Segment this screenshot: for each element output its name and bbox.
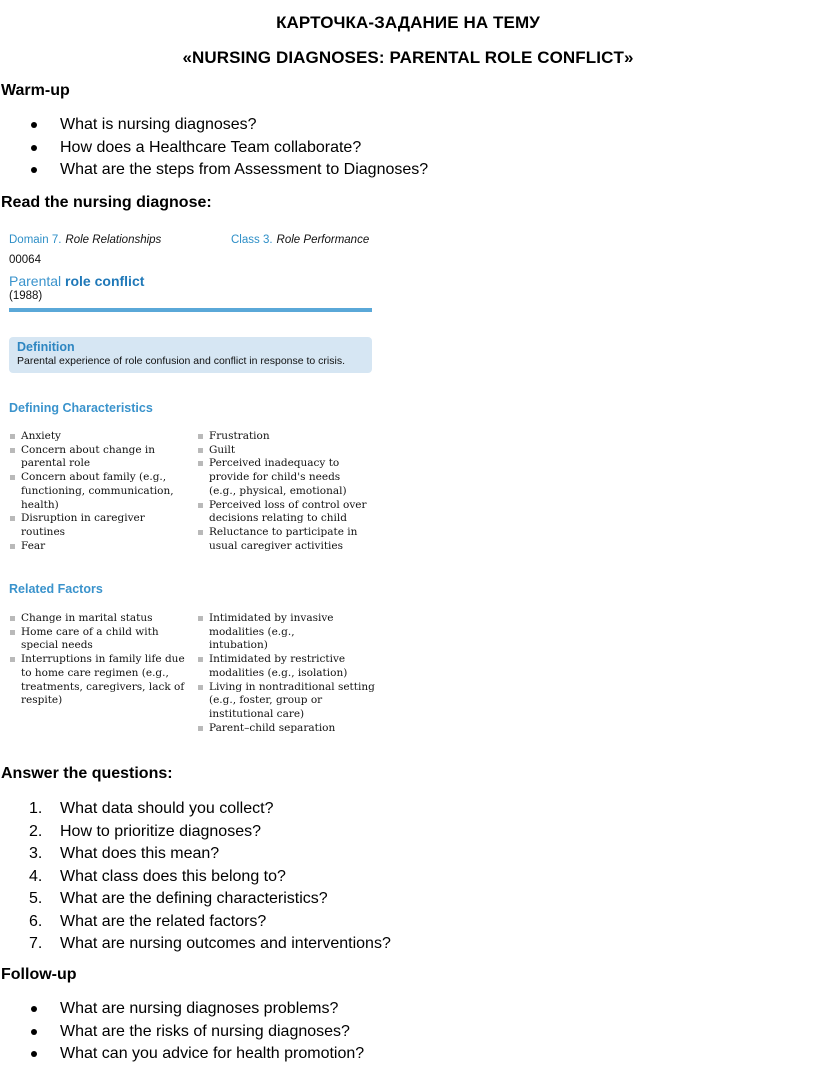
answer-list: [0, 798, 391, 956]
card-code: 00064: [9, 254, 41, 266]
list-item: How does a Healthcare Team collaborate?: [0, 137, 428, 160]
card-year: (1988): [9, 290, 43, 302]
bullet-icon: [31, 122, 37, 128]
bullet-icon: [31, 1006, 37, 1012]
list-item: What are nursing diagnoses problems?: [0, 998, 364, 1021]
square-bullet-icon: [198, 461, 203, 466]
followup-heading: Follow-up: [1, 966, 77, 983]
list-item: What is nursing diagnoses?: [0, 114, 428, 137]
answer-heading: Answer the questions:: [1, 765, 173, 782]
square-bullet-icon: [10, 657, 15, 662]
list-item: 4. What class does this belong to?: [29, 867, 286, 885]
followup-list: [0, 998, 364, 1066]
list-item: Guilt: [197, 444, 379, 458]
card-domain: Domain 7. Role Relationships: [9, 234, 162, 246]
list-item: Parent–child separation: [197, 722, 379, 736]
read-heading: Read the nursing diagnose:: [1, 194, 212, 211]
related-left-list: [9, 612, 193, 708]
list-item: 7. What are nursing outcomes and interventions?: [29, 935, 391, 952]
bullet-icon: [31, 1051, 37, 1057]
square-bullet-icon: [198, 448, 203, 453]
related-factors-title: Related Factors: [9, 582, 103, 596]
list-item: 1. What data should you collect?: [29, 800, 274, 817]
defining-left-list: [9, 430, 193, 553]
list-item: Change in marital status: [9, 612, 193, 626]
list-item: Home care of a child with special needs: [9, 626, 193, 653]
list-item: Anxiety: [9, 430, 193, 444]
defining-right-list: [197, 430, 379, 553]
list-item: What are the risks of nursing diagnoses?: [0, 1021, 364, 1044]
list-item: Living in nontraditional setting (e.g., foster, group or institutional care): [197, 681, 379, 722]
warmup-heading: Warm-up: [1, 82, 70, 99]
square-bullet-icon: [198, 616, 203, 621]
bullet-icon: [31, 167, 37, 173]
card-class: Class 3. Role Performance: [231, 234, 370, 246]
list-item: Concern about change in parental role: [9, 444, 193, 471]
square-bullet-icon: [10, 448, 15, 453]
page-title-line1: КАРТОЧКА-ЗАДАНИЕ НА ТЕМУ: [276, 13, 540, 32]
definition-title: Definition: [17, 340, 75, 354]
list-item: 6. What are the related factors?: [29, 912, 267, 930]
list-item: Intimidated by restrictive modalities (e.g., isolation): [197, 653, 379, 680]
bullet-icon: [31, 145, 37, 151]
square-bullet-icon: [198, 434, 203, 439]
bullet-icon: [31, 1029, 37, 1035]
square-bullet-icon: [198, 657, 203, 662]
definition-box: [9, 337, 372, 373]
page-title-line2: «NURSING DIAGNOSES: PARENTAL ROLE CONFLICT»: [182, 48, 634, 67]
list-item: Interruptions in family life due to home care regimen (e.g., treatments, caregivers, lack of respite): [9, 653, 193, 708]
list-item: 2. How to prioritize diagnoses?: [29, 822, 261, 840]
list-item: 5. What are the defining characteristics?: [29, 890, 328, 907]
defining-characteristics-title: Defining Characteristics: [9, 401, 153, 415]
square-bullet-icon: [198, 685, 203, 690]
definition-text: Parental experience of role confusion and conflict in response to crisis.: [17, 355, 346, 367]
card-diagnosis-name: Parental role conflict: [9, 273, 145, 289]
nursing-diagnosis-card: [9, 228, 379, 734]
square-bullet-icon: [198, 503, 203, 508]
list-item: What can you advice for health promotion?: [0, 1043, 364, 1066]
list-item: Perceived loss of control over decisions relating to child: [197, 499, 379, 526]
square-bullet-icon: [10, 434, 15, 439]
list-item: 3. What does this mean?: [29, 845, 220, 862]
square-bullet-icon: [198, 726, 203, 731]
list-item: Fear: [9, 540, 193, 554]
list-item: Frustration: [197, 430, 379, 444]
list-item: What are the steps from Assessment to Diagnoses?: [0, 159, 428, 182]
square-bullet-icon: [10, 544, 15, 549]
list-item: Perceived inadequacy to provide for child's needs (e.g., physical, emotional): [197, 457, 379, 498]
list-item: Disruption in caregiver routines: [9, 512, 193, 539]
square-bullet-icon: [10, 630, 15, 635]
list-item: Intimidated by invasive modalities (e.g., intubation): [197, 612, 379, 653]
square-bullet-icon: [10, 616, 15, 621]
square-bullet-icon: [10, 475, 15, 480]
warmup-list: [0, 114, 428, 182]
square-bullet-icon: [10, 516, 15, 521]
square-bullet-icon: [198, 530, 203, 535]
related-right-list: [197, 612, 379, 735]
card-divider: [9, 308, 372, 312]
list-item: Concern about family (e.g., functioning, communication, health): [9, 471, 193, 512]
list-item: Reluctance to participate in usual caregiver activities: [197, 526, 379, 553]
